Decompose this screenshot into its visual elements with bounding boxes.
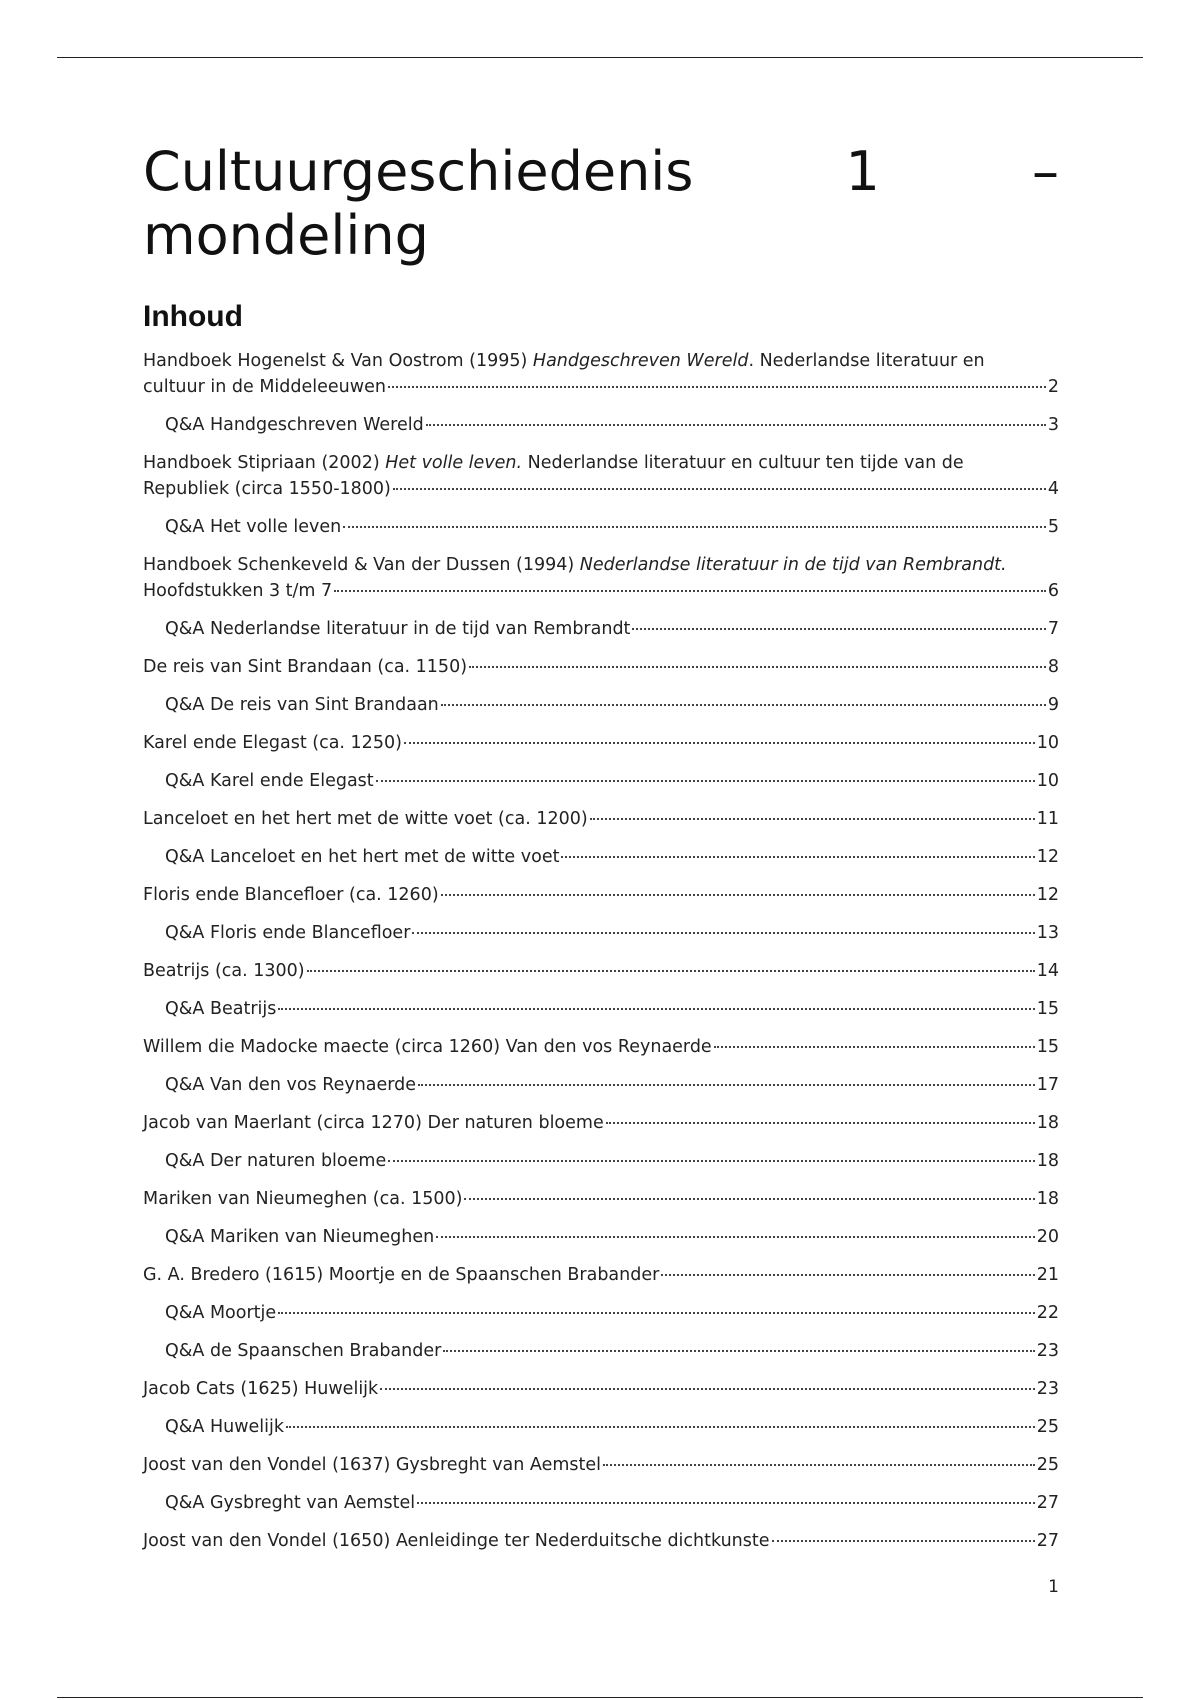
page-number: 18 [1036,1113,1059,1133]
toc-entry[interactable]: Lanceloet en het hert met de witte voet (ca. 1200) 11 [143,806,1059,832]
page-number: 3 [1047,415,1059,435]
title-part1: Cultuurgeschiedenis [143,140,694,203]
page-number-footer: 1 [1048,1577,1059,1597]
toc-entry[interactable]: Karel ende Elegast (ca. 1250) 10 [143,730,1059,756]
document-title [143,140,1059,268]
page-number: 7 [1047,619,1059,639]
page-number: 15 [1036,999,1059,1019]
toc-heading: Inhoud [143,300,243,333]
page-number: 25 [1036,1455,1059,1475]
dot-leader [603,1464,1035,1466]
page-number: 17 [1036,1075,1059,1095]
toc-entry[interactable]: Handboek Hogenelst & Van Oostrom (1995) Handgeschreven Wereld. Nederlandse literatuur en cultuur in de Middeleeuwen 2 [143,348,1059,400]
title-part2: mondeling [143,204,429,267]
toc-entry-qa[interactable]: Q&A de Spaanschen Brabander 23 [143,1338,1059,1364]
toc-entry-qa[interactable]: Q&A Van den vos Reynaerde 17 [143,1072,1059,1098]
toc-entry-qa[interactable]: Q&A Der naturen bloeme 18 [143,1148,1059,1174]
toc-entry-qa[interactable]: Q&A Mariken van Nieumeghen 20 [143,1224,1059,1250]
page-number: 18 [1036,1151,1059,1171]
footer-rule [57,1697,1143,1698]
page-number: 15 [1036,1037,1059,1057]
page-number: 18 [1036,1189,1059,1209]
toc-entry-qa[interactable]: Q&A Beatrijs 15 [143,996,1059,1022]
dot-leader [393,488,1046,490]
dot-leader [436,1236,1035,1238]
page-number: 23 [1036,1379,1059,1399]
toc-entry-qa[interactable]: Q&A Moortje 22 [143,1300,1059,1326]
toc-entry[interactable]: Jacob Cats (1625) Huwelijk 23 [143,1376,1059,1402]
dot-leader [632,628,1045,630]
page-number: 10 [1036,733,1059,753]
toc-entry[interactable]: Joost van den Vondel (1637) Gysbreght van Aemstel 25 [143,1452,1059,1478]
toc-entry-qa[interactable]: Q&A De reis van Sint Brandaan 9 [143,692,1059,718]
page-number: 10 [1036,771,1059,791]
toc-entry-qa[interactable]: Q&A Gysbreght van Aemstel 27 [143,1490,1059,1516]
toc-entry[interactable]: Floris ende Blancefloer (ca. 1260) 12 [143,882,1059,908]
toc-entry[interactable]: Mariken van Nieumeghen (ca. 1500) 18 [143,1186,1059,1212]
dot-leader [590,818,1035,820]
dot-leader [412,932,1034,934]
dot-leader [380,1388,1035,1390]
dot-leader [418,1084,1035,1086]
page-number: 22 [1036,1303,1059,1323]
dot-leader [343,526,1046,528]
dot-leader [286,1426,1035,1428]
dot-leader [441,894,1035,896]
page-number: 12 [1036,885,1059,905]
toc-entry-qa[interactable]: Q&A Handgeschreven Wereld 3 [143,412,1059,438]
page-number: 5 [1047,517,1059,537]
page-number: 23 [1036,1341,1059,1361]
dot-leader [307,970,1035,972]
page-number: 4 [1047,479,1059,499]
dot-leader [469,666,1046,668]
toc-entry[interactable]: Joost van den Vondel (1650) Aenleidinge ter Nederduitsche dichtkunste 27 [143,1528,1059,1554]
dot-leader [606,1122,1035,1124]
page-number: 27 [1036,1531,1059,1551]
dot-leader [772,1540,1035,1542]
toc-entry[interactable]: Willem die Madocke maecte (circa 1260) Van den vos Reynaerde 15 [143,1034,1059,1060]
toc-entry-qa[interactable]: Q&A Nederlandse literatuur in de tijd van Rembrandt 7 [143,616,1059,642]
dot-leader [714,1046,1035,1048]
dot-leader [388,386,1046,388]
toc-entry-qa[interactable]: Q&A Het volle leven 5 [143,514,1059,540]
page-number: 21 [1036,1265,1059,1285]
page-number: 9 [1047,695,1059,715]
page-number: 20 [1036,1227,1059,1247]
page-number: 6 [1047,581,1059,601]
toc-entry[interactable]: Handboek Stipriaan (2002) Het volle leven. Nederlandse literatuur en cultuur ten tijde van de Republiek (circa 1550-1800) 4 [143,450,1059,502]
dot-leader [661,1274,1034,1276]
title-number: 1 [845,140,880,203]
toc-entry-qa[interactable]: Q&A Karel ende Elegast 10 [143,768,1059,794]
toc-entry[interactable]: Jacob van Maerlant (circa 1270) Der naturen bloeme 18 [143,1110,1059,1136]
toc-entry[interactable]: De reis van Sint Brandaan (ca. 1150) 8 [143,654,1059,680]
toc-entry[interactable]: Beatrijs (ca. 1300) 14 [143,958,1059,984]
dot-leader [388,1160,1035,1162]
dot-leader [561,856,1034,858]
page-number: 27 [1036,1493,1059,1513]
toc-entry-qa[interactable]: Q&A Floris ende Blancefloer 13 [143,920,1059,946]
page-number: 8 [1047,657,1059,677]
dot-leader [441,704,1046,706]
page-number: 13 [1036,923,1059,943]
page-number: 2 [1047,377,1059,397]
header-rule [57,57,1143,58]
dot-leader [278,1008,1034,1010]
dot-leader [334,590,1046,592]
title-dash: – [1032,140,1059,203]
dot-leader [376,780,1035,782]
page-number: 25 [1036,1417,1059,1437]
dot-leader [404,742,1035,744]
dot-leader [464,1198,1034,1200]
page-number: 11 [1036,809,1059,829]
table-of-contents [143,348,1059,1566]
toc-entry[interactable]: Handboek Schenkeveld & Van der Dussen (1994) Nederlandse literatuur in de tijd van Rembrandt. Hoofdstukken 3 t/m 7 6 [143,552,1059,604]
dot-leader [426,424,1046,426]
dot-leader [278,1312,1035,1314]
dot-leader [417,1502,1035,1504]
page-number: 12 [1036,847,1059,867]
toc-entry-qa[interactable]: Q&A Lanceloet en het hert met de witte voet 12 [143,844,1059,870]
toc-entry[interactable]: G. A. Bredero (1615) Moortje en de Spaanschen Brabander 21 [143,1262,1059,1288]
dot-leader [443,1350,1034,1352]
page-number: 14 [1036,961,1059,981]
toc-entry-qa[interactable]: Q&A Huwelijk 25 [143,1414,1059,1440]
